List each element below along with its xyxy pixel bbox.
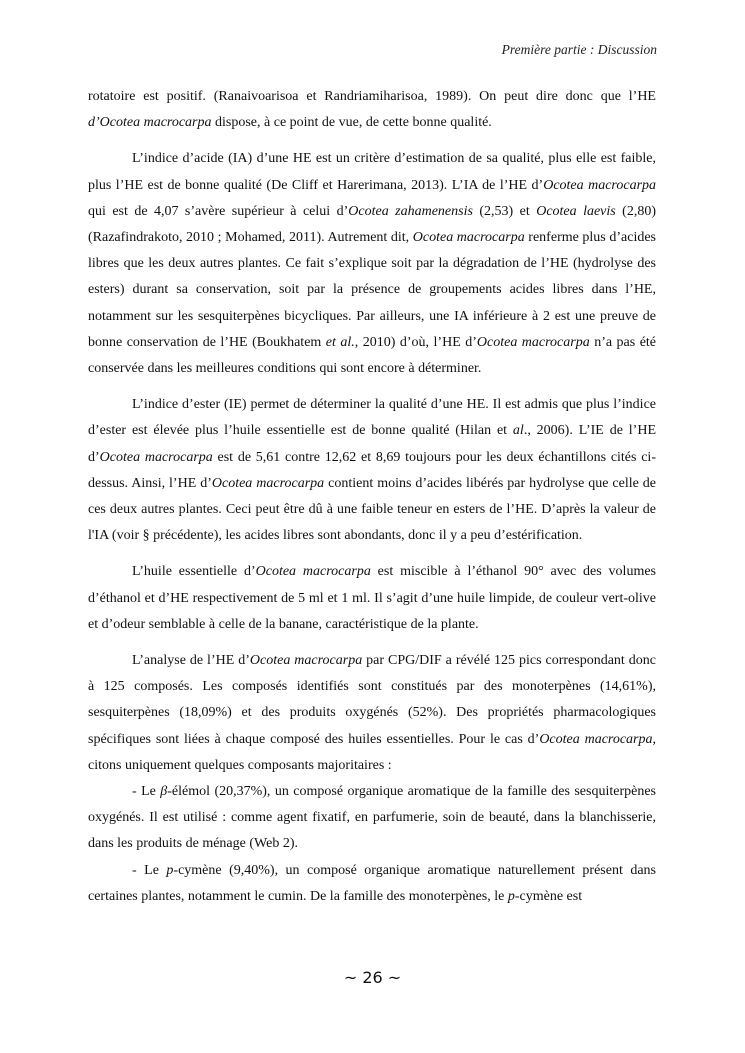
- paragraph-analysis: L’analyse de l’HE d’Ocotea macrocarpa par CPG/DIF a révélé 125 pics correspondant donc à 125 composés. Les composés identifiés sont constitués par des monoterpènes (14,61%), sesquiterpènes (18,09%) et des produits oxygénés (52%). Des propriétés pharmacologiques spécifiques sont liées à chaque composé des huiles essentielles. Pour le cas d’Ocotea macrocarpa, citons uniquement quelques composants majoritaires :: [88, 653, 657, 773]
- page-number: ~ 26 ~: [343, 968, 402, 987]
- list-item-elemol: - Le β-élémol (20,37%), un composé organique aromatique de la famille des sesquiterpènes oxygénés. Il est utilisé : comme agent fixatif, en parfumerie, soin de beauté, dans la blanchisserie, dans les produits de ménage (Web 2).: [88, 784, 656, 852]
- paragraph-ester-index: L’indice d’ester (IE) permet de déterminer la qualité d’une HE. Il est admis que plus l’indice d’ester est élevée plus l’huile essentielle est de bonne qualité (Hilan et al., 2006). L’IE de l’HE d’Ocotea macrocarpa est de 5,61 contre 12,62 et 8,69 toujours pour les deux échantillons cités ci-dessus. Ainsi, l’HE d’Ocotea macrocarpa contient moins d’acides libérés par hydrolyse que celle de ces deux autres plantes. Ceci peut être dû à une faible teneur en esters de l’HE. D’après la valeur de l'IA (voir § précédente), les acides libres sont abondants, donc il y a peu d’estérification.: [88, 397, 657, 544]
- paragraph-continuation: rotatoire est positif. (Ranaivoarisoa et Randriamiharisoa, 1989). On peut dire donc que l’HE d’Ocotea macrocarpa dispose, à ce point de vue, de cette bonne qualité.: [88, 89, 656, 131]
- paragraph-acid-index: L’indice d’acide (IA) d’une HE est un critère d’estimation de sa qualité, plus elle est faible, plus l’HE est de bonne qualité (De Cliff et Harerimana, 2013). L’IA de l’HE d’Ocotea macrocarpa qui est de 4,07 s’avère supérieur à celui d’Ocotea zahamenensis (2,53) et Ocotea laevis (2,80) (Razafindrakoto, 2010 ; Mohamed, 2011). Autrement dit, Ocotea macrocarpa renferme plus d’acides libres que les deux autres plantes. Ce fait s’explique soit par la dégradation de l’HE (hydrolyse des esters) durant sa conservation, soit par la présence de groupements acides libres dans l’HE, notamment sur les sesquiterpènes bicycliques. Par ailleurs, une IA inférieure à 2 est une preuve de bonne conservation de l’HE (Boukhatem et al., 2010) d’où, l’HE d’Ocotea macrocarpa n’a pas été conservée dans les meilleures conditions qui sont encore à déterminer.: [88, 151, 657, 377]
- running-header: Première partie : Discussion: [501, 42, 657, 57]
- document-body: [88, 84, 656, 910]
- paragraph-miscibility: L’huile essentielle d’Ocotea macrocarpa est miscible à l’éthanol 90° avec des volumes d’éthanol et d’HE respectivement de 5 ml et 1 ml. Il s’agit d’une huile limpide, de couleur vert-olive et d’odeur semblable à celle de la banane, caractéristique de la plante.: [88, 564, 656, 632]
- list-item-cymene: - Le p-cymène (9,40%), un composé organique aromatique naturellement présent dans certaines plantes, notamment le cumin. De la famille des monoterpènes, le p-cymène est: [88, 862, 656, 904]
